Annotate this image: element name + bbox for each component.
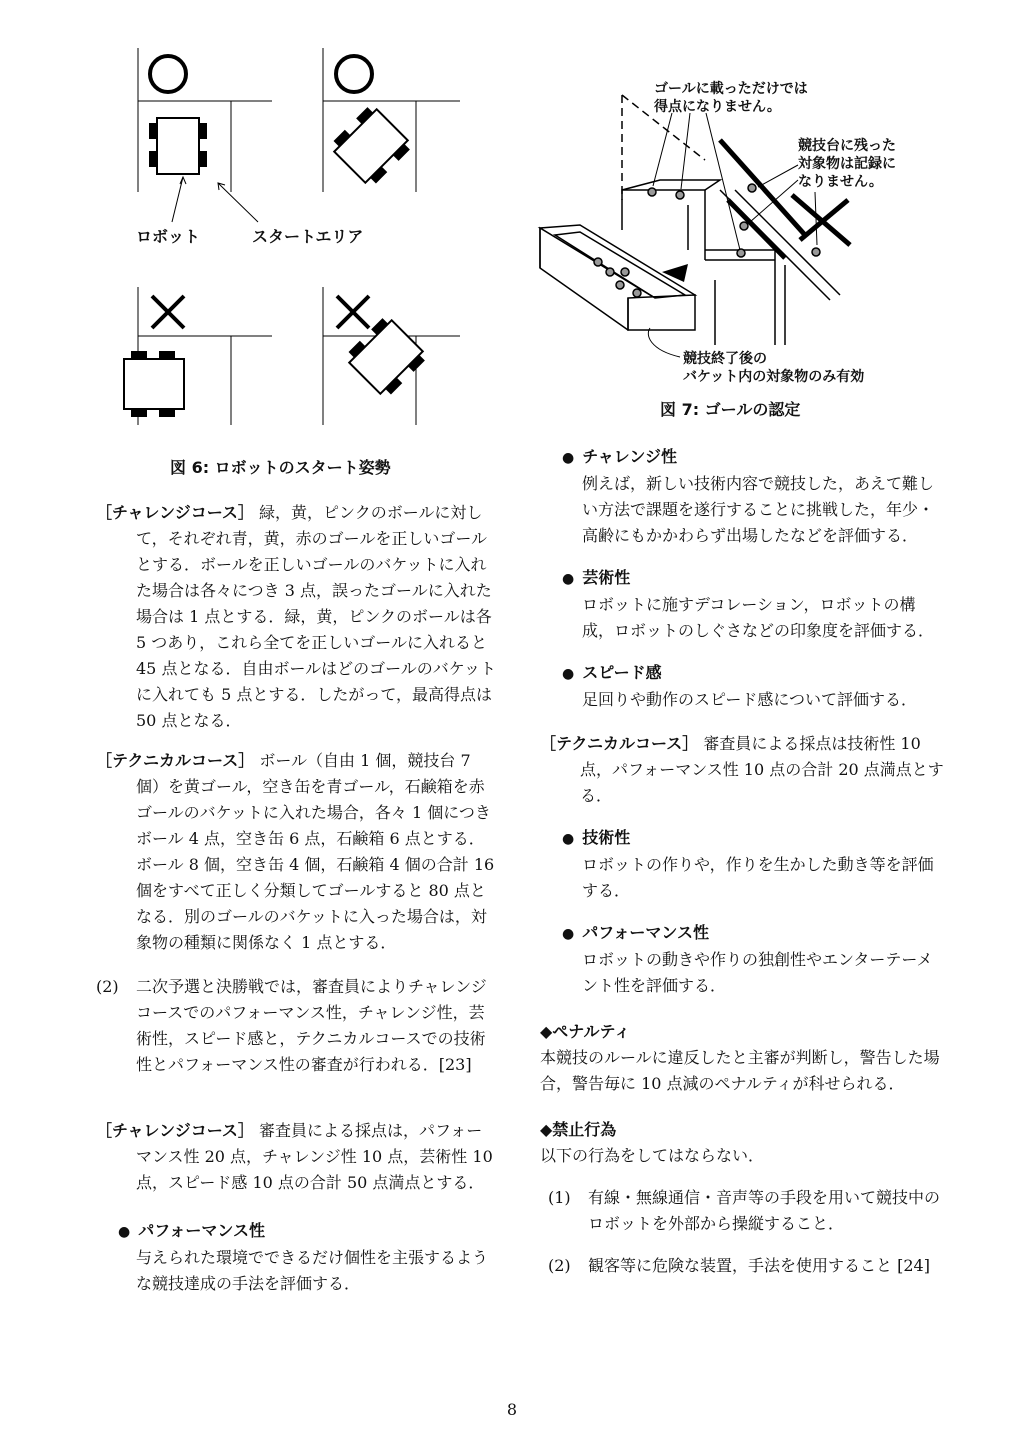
prohibited-item-1: (1) 有線・無線通信・音声等の手段を用いて競技中のロボットを外部から操縦すること．	[548, 1188, 941, 1233]
bullet-speed: ● スピード感 足回りや動作のスピード感について評価する．	[562, 663, 918, 709]
page-number: 8	[506, 1400, 518, 1419]
fig6-label-robot: ロボット	[136, 227, 201, 246]
fig6-label-start-area: スタートエリア	[252, 227, 364, 246]
fig7-callout-bottom: 競技終了後の バケット内の対象物のみ有効	[683, 351, 865, 385]
right-column	[540, 444, 944, 1279]
technical-course-scoring: ［テクニカルコース］ ボール（自由 1 個，競技台 7 個）を黄ゴール，空き缶を青ゴール，石鹸箱を赤ゴールのバケットに入れた場合，各々 1 個につきボール 4 点，空き缶 6 点，石鹸箱 6 点とする．ボール 8 個，空き缶 4 個，石鹸箱 4 個の合計 16 個をすべて正しく分類してゴールすると 80 点となる．別のゴールのバケットに入った場合は，対象物の種類に関係なく 1 点とする．	[96, 751, 495, 952]
fig6-caption: 図 6: ロボットのスタート姿勢	[170, 458, 391, 477]
bullet-art: ● 芸術性 ロボットに施すデコレーション，ロボットの構成，ロボットのしぐさなどの印象度を評価する．	[562, 568, 935, 640]
fig7-callout-right: 競技台に残った 対象物は記録に なりません。	[798, 138, 896, 190]
bullet-technique: ● 技術性 ロボットの作りや，作りを生かした動き等を評価する．	[562, 828, 934, 900]
bullet-performance: ● パフォーマンス性 与えられた環境でできるだけ個性を主張するような競技達成の手法を評価する．	[118, 1221, 489, 1293]
challenge-course-scoring: ［チャレンジコース］ 緑，黄，ピンクのボールに対して，それぞれ青，黄，赤のゴールを正しいゴールとする．ボールを正しいゴールのバケットに入れた場合は各々につき 3 点，誤ったゴールに入れた場合は 1 点とする．緑，黄，ピンクのボールは各 5 つあり，これら全てを正しいゴールに入れると 45 点となる．自由ボールはどのゴールのバケットに入れても 5 点とする．したがって，最高得点は 50 点となる．	[96, 503, 497, 730]
challenge-course-judging: ［チャレンジコース］ 審査員による採点は，パフォーマンス性 20 点，チャレンジ性 10 点，芸術性 10 点，スピード感 10 点の合計 50 点満点とする．	[96, 1121, 493, 1192]
prohibited-item-2: (2) 観客等に危険な装置，手法を使用すること [24]	[548, 1256, 930, 1275]
penalty-section: ◆ペナルティ 本競技のルールに違反したと主審が判断し，警告した場合，警告毎に 10 点減のペナルティが科せられる．	[540, 1019, 944, 1097]
bullet-performance-tech: ● パフォーマンス性 ロボットの動きや作りの独創性やエンターテーメント性を評価する．	[562, 923, 933, 995]
penalty-heading: ◆ペナルティ	[540, 1022, 631, 1041]
prohibited-heading: ◆禁止行為	[540, 1120, 617, 1139]
technical-course-judging: ［テクニカルコース］ 審査員による採点は技術性 10 点，パフォーマンス性 10 点の合計 20 点満点とする．	[540, 734, 944, 805]
bullet-challenge: ● チャレンジ性 例えば，新しい技術内容で競技した，あえて難しい方法で課題を遂行することに挑戦した，年少・高齢にもかかわらず出場したなどを評価する．	[562, 447, 935, 545]
fig7-callout-top: ゴールに載っただけでは 得点になりません。	[654, 81, 808, 115]
prohibited-section: ◆禁止行為 以下の行為をしてはならない．	[540, 1117, 944, 1169]
fig7-caption: 図 7: ゴールの認定	[660, 400, 801, 419]
left-column	[96, 500, 498, 1297]
item-2-judging: (2) 二次予選と決勝戦では，審査員によりチャレンジコースでのパフォーマンス性，チャレンジ性，芸術性，スピード感と，テクニカルコースでの技術性とパフォーマンス性の審査が行われる．[23]	[96, 977, 487, 1074]
